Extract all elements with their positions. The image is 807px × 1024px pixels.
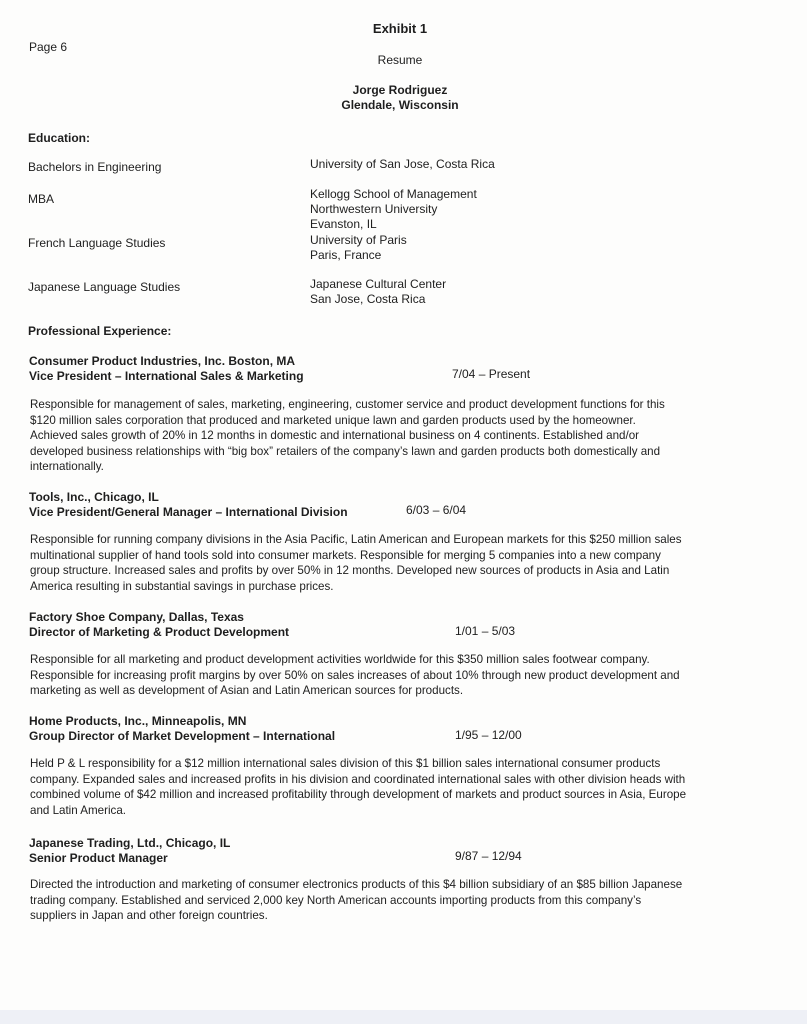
job-header (29, 610, 289, 640)
education-school: Japanese Cultural Center San Jose, Costa Rica (310, 277, 447, 306)
job-company: Japanese Trading, Ltd., Chicago, IL (29, 836, 231, 850)
education-heading: Education: (28, 131, 90, 145)
education-school: University of Paris Paris, France (310, 233, 407, 262)
job-description: Directed the introduction and marketing of consumer electronics products of this $4 billion subsidiary of an $85 billion Japanese trading company. Established and serviced 2,000 key North American accounts importing products from this company’s suppliers in Japan and other foreign countries. (30, 878, 683, 922)
education-degree: Japanese Language Studies (28, 280, 181, 294)
education-degree: MBA (28, 192, 55, 206)
job-title: Vice President/General Manager – International Division (29, 505, 348, 519)
document-type: Resume (377, 53, 423, 67)
education-school: Kellogg School of Management Northwestern University Evanston, IL (310, 187, 477, 231)
experience-heading: Professional Experience: (28, 324, 172, 338)
candidate-name: Jorge Rodriguez (352, 83, 448, 97)
scan-bottom-edge (0, 1010, 807, 1024)
job-dates: 1/95 – 12/00 (455, 728, 522, 742)
job-description: Responsible for all marketing and product development activities worldwide for this $350 million sales footwear company. Responsible for increasing profit margins by over 50% on sales increases of about 10% through new product development and marketing as well as development of Asian and Latin American sources for products. (30, 653, 680, 697)
job-title: Senior Product Manager (29, 851, 168, 865)
job-header (29, 836, 230, 866)
job-company: Tools, Inc., Chicago, IL (29, 490, 159, 504)
job-header (29, 490, 348, 520)
exhibit-title: Exhibit 1 (372, 21, 428, 36)
job-header (29, 714, 335, 744)
education-degree: French Language Studies (28, 236, 166, 250)
job-company: Home Products, Inc., Minneapolis, MN (29, 714, 247, 728)
job-title: Director of Marketing & Product Development (29, 625, 290, 639)
job-dates: 9/87 – 12/94 (455, 849, 522, 863)
job-dates: 7/04 – Present (452, 367, 531, 381)
job-description: Responsible for running company divisions in the Asia Pacific, Latin American and European markets for this $250 million sales multinational supplier of hand tools sold into consumer markets. Responsible for merging 5 companies into a new company group structure. Increased sales and profits by over 50% in 12 months. Developed new sources of products in Asia and Latin America resulting in substantial savings in purchase prices. (30, 533, 682, 593)
job-title: Vice President – International Sales & Marketing (29, 369, 304, 383)
job-dates: 1/01 – 5/03 (455, 624, 516, 638)
job-description: Responsible for management of sales, marketing, engineering, customer service and product development functions for this $120 million sales corporation that produced and marketed unique lawn and garden products used by the homeowner. Achieved sales growth of 20% in 12 months in domestic and international business on 4 continents. Established and/or developed business relationships with “big box” retailers of the company’s lawn and garden products both domestically and internationally. (30, 398, 665, 473)
job-title: Group Director of Market Development – International (29, 729, 336, 743)
education-degree: Bachelors in Engineering (28, 160, 162, 174)
job-header (29, 354, 304, 384)
job-dates: 6/03 – 6/04 (406, 503, 467, 517)
page-number: Page 6 (29, 40, 68, 54)
candidate-location: Glendale, Wisconsin (341, 98, 459, 112)
job-company: Consumer Product Industries, Inc. Boston, MA (29, 354, 296, 368)
job-description: Held P & L responsibility for a $12 million international sales division of this $1 billion sales international consumer products company. Expanded sales and increased profits in his division and coordinated international sales with other division heads with combined volume of $42 million and increased profitability through development of markets and product sources in Asia, Europe and Latin America. (30, 757, 687, 817)
education-school: University of San Jose, Costa Rica (310, 157, 495, 171)
job-company: Factory Shoe Company, Dallas, Texas (29, 610, 244, 624)
